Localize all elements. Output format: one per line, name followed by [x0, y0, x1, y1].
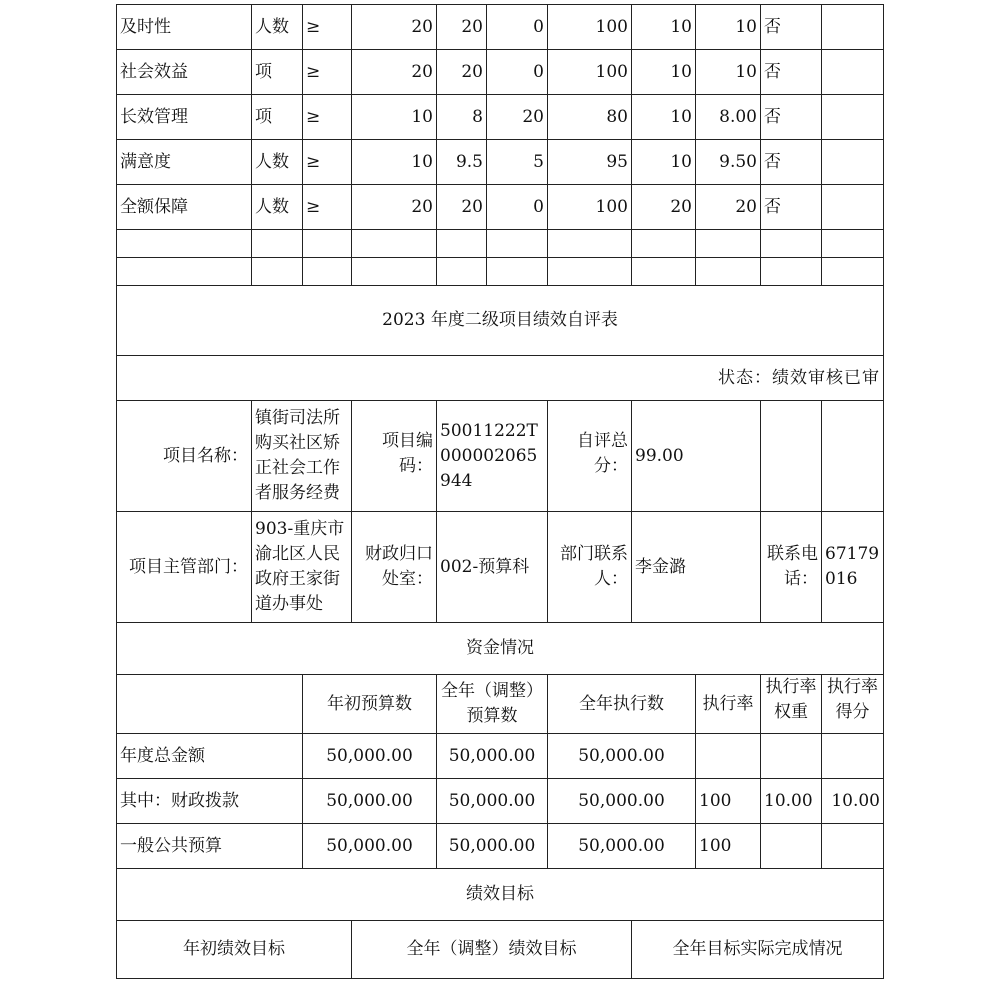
- project-info-row: [117, 512, 884, 623]
- indicator-unit: 人数: [252, 140, 303, 185]
- indicator-rate: 100: [548, 50, 632, 95]
- indicator-unit: 人数: [252, 185, 303, 230]
- table-row: [117, 50, 884, 95]
- table-row: [117, 140, 884, 185]
- finance-office-value: 002-预算科: [437, 512, 548, 623]
- performance-table: [116, 4, 884, 979]
- fund-score: [822, 824, 884, 869]
- indicator-score: 10: [696, 50, 761, 95]
- indicator-rate: 100: [548, 185, 632, 230]
- goals-header-row: [117, 921, 884, 979]
- indicator-weight: 10: [632, 95, 696, 140]
- indicator-flag: 否: [761, 5, 822, 50]
- table-row: [117, 824, 884, 869]
- indicator-rate: 95: [548, 140, 632, 185]
- goal-header-initial: 年初绩效目标: [117, 921, 352, 979]
- indicator-actual: 20: [437, 185, 487, 230]
- indicator-weight: 10: [632, 140, 696, 185]
- indicator-deviation: 0: [487, 5, 548, 50]
- col-header-initial: 年初预算数: [303, 675, 437, 734]
- indicator-name: 及时性: [117, 5, 252, 50]
- project-info-row: [117, 401, 884, 512]
- table-row: [117, 95, 884, 140]
- indicator-score: 9.50: [696, 140, 761, 185]
- indicator-flag: 否: [761, 50, 822, 95]
- fund-adjusted: 50,000.00: [437, 734, 548, 779]
- contact-person-value: 李金潞: [632, 512, 761, 623]
- self-score-value: 99.00: [632, 401, 761, 512]
- fund-score: [822, 734, 884, 779]
- empty-cell: [822, 5, 884, 50]
- empty-cell: [822, 140, 884, 185]
- indicator-score: 8.00: [696, 95, 761, 140]
- indicator-name: 全额保障: [117, 185, 252, 230]
- empty-cell: [822, 401, 884, 512]
- fund-executed: 50,000.00: [548, 824, 696, 869]
- performance-form: [116, 4, 883, 979]
- table-row: [117, 5, 884, 50]
- dept-label: 项目主管部门：: [117, 512, 252, 623]
- empty-cell: [822, 185, 884, 230]
- empty-cell: [822, 95, 884, 140]
- col-header-rate: 执行率: [696, 675, 761, 734]
- project-name-value: 镇街司法所购买社区矫正社会工作者服务经费: [252, 401, 352, 512]
- indicator-unit: 人数: [252, 5, 303, 50]
- fund-adjusted: 50,000.00: [437, 779, 548, 824]
- fund-row-label: 其中：财政拨款: [117, 779, 303, 824]
- fund-rate: 100: [696, 779, 761, 824]
- indicator-operator: ≥: [303, 185, 352, 230]
- indicator-unit: 项: [252, 95, 303, 140]
- indicator-operator: ≥: [303, 140, 352, 185]
- finance-office-label: 财政归口处室：: [352, 512, 437, 623]
- project-code-label: 项目编码：: [352, 401, 437, 512]
- indicator-target: 20: [352, 185, 437, 230]
- indicator-target: 10: [352, 95, 437, 140]
- fund-weight: 10.00: [761, 779, 822, 824]
- empty-cell: [822, 50, 884, 95]
- indicator-weight: 20: [632, 185, 696, 230]
- indicator-flag: 否: [761, 140, 822, 185]
- indicator-operator: ≥: [303, 5, 352, 50]
- funds-section-title: 资金情况: [117, 623, 884, 675]
- blank-row: [117, 230, 884, 258]
- table-row: [117, 185, 884, 230]
- indicator-name: 社会效益: [117, 50, 252, 95]
- fund-weight: [761, 824, 822, 869]
- indicator-weight: 10: [632, 50, 696, 95]
- fund-rate: [696, 734, 761, 779]
- fund-row-label: 一般公共预算: [117, 824, 303, 869]
- contact-person-label: 部门联系人：: [548, 512, 632, 623]
- status-text: 状态：绩效审核已审: [117, 356, 884, 401]
- goal-header-actual: 全年目标实际完成情况: [632, 921, 884, 979]
- project-name-label: 项目名称：: [117, 401, 252, 512]
- indicator-score: 20: [696, 185, 761, 230]
- form-title: 2023 年度二级项目绩效自评表: [117, 286, 884, 356]
- fund-executed: 50,000.00: [548, 734, 696, 779]
- indicator-operator: ≥: [303, 50, 352, 95]
- indicator-name: 满意度: [117, 140, 252, 185]
- goal-header-adjusted: 全年（调整）绩效目标: [352, 921, 632, 979]
- indicator-rate: 100: [548, 5, 632, 50]
- empty-cell: [761, 401, 822, 512]
- fund-score: 10.00: [822, 779, 884, 824]
- fund-initial: 50,000.00: [303, 734, 437, 779]
- fund-initial: 50,000.00: [303, 824, 437, 869]
- fund-rate: 100: [696, 824, 761, 869]
- fund-initial: 50,000.00: [303, 779, 437, 824]
- col-header-executed: 全年执行数: [548, 675, 696, 734]
- col-header-weight: 执行率权重: [761, 675, 822, 734]
- phone-value: 67179016: [822, 512, 884, 623]
- self-score-label: 自评总分：: [548, 401, 632, 512]
- indicator-actual: 9.5: [437, 140, 487, 185]
- indicator-actual: 20: [437, 5, 487, 50]
- fund-adjusted: 50,000.00: [437, 824, 548, 869]
- fund-row-label: 年度总金额: [117, 734, 303, 779]
- empty-cell: [117, 675, 303, 734]
- indicator-name: 长效管理: [117, 95, 252, 140]
- fund-executed: 50,000.00: [548, 779, 696, 824]
- dept-value: 903-重庆市渝北区人民政府王家街道办事处: [252, 512, 352, 623]
- indicator-weight: 10: [632, 5, 696, 50]
- indicator-actual: 8: [437, 95, 487, 140]
- indicator-rate: 80: [548, 95, 632, 140]
- phone-label: 联系电话：: [761, 512, 822, 623]
- indicator-target: 20: [352, 5, 437, 50]
- indicator-flag: 否: [761, 95, 822, 140]
- indicator-deviation: 0: [487, 185, 548, 230]
- funds-header-row: [117, 675, 884, 734]
- col-header-adjusted: 全年（调整）预算数: [437, 675, 548, 734]
- fund-weight: [761, 734, 822, 779]
- indicator-unit: 项: [252, 50, 303, 95]
- table-row: [117, 734, 884, 779]
- indicator-flag: 否: [761, 185, 822, 230]
- indicator-target: 10: [352, 140, 437, 185]
- blank-row: [117, 258, 884, 286]
- indicator-target: 20: [352, 50, 437, 95]
- goals-section-title: 绩效目标: [117, 869, 884, 921]
- indicator-deviation: 0: [487, 50, 548, 95]
- indicator-deviation: 20: [487, 95, 548, 140]
- indicator-score: 10: [696, 5, 761, 50]
- col-header-score: 执行率得分: [822, 675, 884, 734]
- table-row: [117, 779, 884, 824]
- project-code-value: 50011222T000002065944: [437, 401, 548, 512]
- indicator-actual: 20: [437, 50, 487, 95]
- indicator-deviation: 5: [487, 140, 548, 185]
- indicator-operator: ≥: [303, 95, 352, 140]
